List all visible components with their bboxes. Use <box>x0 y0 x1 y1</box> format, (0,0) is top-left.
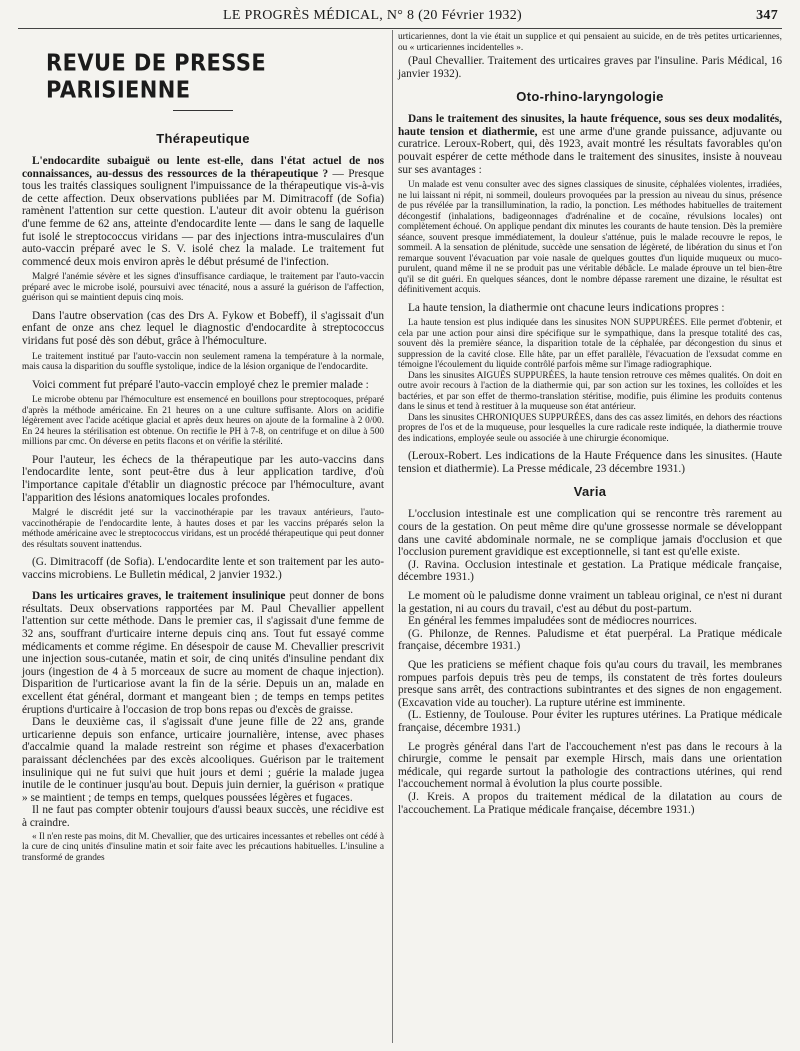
article-body: peut donner de bons résultats. Deux observations rapportées par M. Paul Chevallier appellent l'attention sur cette méthode. Dans le premier cas, il s'agissait d'une femme de 32 ans, souffrant d'urticaire interne depuis cinq ans. Tout fut essayé comme médicaments et comme régime. En désespoir de cause M. Chevallier prescrivit une injection sous-cutanée, matin et soir, de cinq unités d'insuline pendant dix jours (ingestion de 4 à 5 morceaux de sucre au moment de chaque injection). Disparition de l'urticariose avant la fin de la série. Depuis un an, malade en excellent état général, dormant et mangeant bien ; de temps en temps petites éruptions d'urticaire à l'occasion de trop bons repas ou d'excès de graisse. <box>22 590 384 716</box>
paragraph: Dans les sinusites AIGUËS SUPPURÉES, la haute tension retrouve ces mêmes qualités. On doit en outre avoir recours à l'action de la diathermie qui, par son action sur les toxines, les colloïdes et les bactéries, et par son effet de thermo-translation stéritise, modifie, puis élimine les produits contenus dans le sinus et tend à restituer à la muqueuse son état antérieur. <box>398 370 782 413</box>
paragraph: Il ne faut pas compter obtenir toujours d'aussi beaux succès, une récidive est à craindre. <box>22 804 384 829</box>
citation: (J. Ravina. Occlusion intestinale et gestation. La Pratique médicale française, décembre 1931.) <box>398 558 782 584</box>
article-lead: L'endocardite subaiguë ou lente est-elle, dans l'état actuel de nos connaissances, au-dessus des ressources de la thérapeutique ? <box>22 155 384 180</box>
article-sinusites <box>398 113 782 176</box>
paragraph: Pour l'auteur, les échecs de la thérapeutique par les auto-vaccins dans l'endocardite lente, sont peut-être dus à leur application tardive, d'où l'importance capitale d'établir un diagnostic précoce par l'hémoculture, avant l'apparition des lésions anatomiques locales profondes. <box>22 453 384 504</box>
section-heading-orl: Oto-rhino-laryngologie <box>516 89 664 105</box>
paragraph: Un malade est venu consulter avec des signes classiques de sinusite, céphalées violentes, irradiées, ne lui laissant ni répit, ni sommeil, douleurs provoquées par la pression au niveau du sinus, présence de pus révélée par la transillumination, la radio, la ponction. Les méthodes habituelles de traitement décongestif (inhalations, badigeonnages d'adrénaline et de cocaïne, révulsions locales) ont complètement échoué. On applique pendant dix minutes les courants de haute tension. Dès la première séance, souvent presque immédiatement, la douleur s'atténue, puis le malade recouvre le repos, le sommeil. A la sensation de plénitude, succède une sensation de légèreté, de libération du sinus et l'on remarque souvent l'évacuation par voie nasale de quelques gouttes d'un liquide muqueux ou muco-purulent, quand même il ne se produit pas une véritable débâcle. Le malade éprouve un tel bien-être qu'il se dit guéri. En quelques séances, dont le nombre dépasse rarement une dizaine, le résultat est définitivement acquis. <box>398 180 782 296</box>
paragraph: Voici comment fut préparé l'auto-vaccin employé chez le premier malade : <box>32 378 369 391</box>
paragraph: Le traitement institué par l'auto-vaccin non seulement ramena la température à la normale, mais causa la disparition du souffle systolique, indice de la lésion organique de l'endocardite. <box>22 351 384 373</box>
paragraph: Le progrès général dans l'art de l'accouchement n'est pas dans le recours à la chirurgie, comme le pensait par exemple Hirsch, mais dans une orientation médicale, qui regarde surtout la pathologie des contractions utérines, qui rend l'accouchement normal à évolution la plus courte possible. <box>398 740 782 791</box>
section-heading-varia: Varia <box>573 484 607 500</box>
left-column <box>22 32 384 863</box>
paragraph: L'occlusion intestinale est une complication qui se rencontre très rarement au cours de la gestation. On peut même dire qu'une grossesse normale se développant dans une cavité abdominale normale, ne se complique jamais d'occlusion et que l'occlusion purement gravidique est exceptionnelle, si tant est qu'elle existe. <box>398 508 782 559</box>
paragraph: La haute tension, la diathermie ont chacune leurs indications propres : <box>408 301 725 314</box>
running-header <box>18 6 782 26</box>
paragraph: Le microbe obtenu par l'hémoculture est ensemencé en bouillons pour streptocoques, préparé d'après la méthode américaine. En 21 heures on a une culture suffisante. Alors on acidifie légèrement avec l'acide acétique glacial et après deux heures on ajoute de la formaline à 2 0/00. En 24 heures la stérilisation est obtenue. On rectifie le PH à 7-8, on centrifuge et on dilue à 500 millions par cmc. On déverse en petits flacons et on vérifie la stérilité. <box>22 395 384 448</box>
paragraph: Dans le deuxième cas, il s'agissait d'une jeune fille de 22 ans, grande urticarienne depuis son enfance, urticaire journalière, intense, avec phases d'accalmie quand la malade restreint son régime et phases d'exacerbation paraissant déclenchées par des excès alcooliques. Guérison par le traitement insulinique qui ne fut suivi que huit jours et demi ; guérie la malade jugea inutile de le continuer jusqu'au bout. Depuis juin dernier, la guérison « pratique » se maintient ; de temps en temps, quelques poussées légères et fugaces. <box>22 716 384 804</box>
right-column <box>398 32 782 816</box>
paragraph: Malgré l'anémie sévère et les signes d'insuffisance cardiaque, le traitement par l'auto-vaccin préparé avec le microbe isolé, poursuivi avec ténacité, nous a assuré la guérison de l'affection, guérison qui se maintient depuis cinq mois. <box>22 272 384 304</box>
paragraph: Dans les sinusites CHRONIQUES SUPPURÉES, dans des cas assez limités, en dehors des réactions propres de l'os et de la muqueuse, pour lesquelles la cure radicale reste indiquée, la diathermie trouve des indications, employée seule ou associée à une chirurgie économique. <box>398 412 782 444</box>
article-body: — Presque tous les traités classiques soulignent l'impuissance de la thérapeutique vis-à-vis de cette affection. Deux observations publiées par M. Dimitracoff (de Sofia) ramènent l'attention sur cette question. L'auteur dit avoir obtenu la guérison d'une femme de 62 ans, atteinte d'endocardite lente — dans le sang de laquelle fut isolé le streptococcus viridans — par des injections intra-musculaires d'un auto-vaccin préparé avec le S. V. isolé chez la malade. Le traitement fut commencé deux mois environ après le début présumé de l'infection. <box>22 167 384 268</box>
article-lead: Dans le traitement des sinusites, la haute fréquence, sous ses deux modalités, haute tension et diathermie, <box>398 113 782 138</box>
section-banner: REVUE DE PRESSE PARISIENNE <box>46 49 267 103</box>
paragraph: Que les praticiens se méfient chaque fois qu'au cours du travail, les membranes rompues parfois depuis très peu de temps, ils constatent de très fortes douleurs presque sans arrêt, des contractions subintrantes et des signes de non engagement. (Excavation vide au toucher). La rupture utérine est imminente. <box>398 658 782 709</box>
citation: (Leroux-Robert. Les indications de la Haute Fréquence dans les sinusites. (Haute tension et diathermie). La Presse médicale, 23 décembre 1931.) <box>398 450 782 475</box>
section-heading-therapeutique: Thérapeutique <box>156 131 250 146</box>
paragraph: La haute tension est plus indiquée dans les sinusites NON SUPPURÉES. Elle permet d'obtenir, et cela par une action pour ainsi dire spécifique sur le sympathique, dans la presque totalité des cas, souvent dès la première séance, la disparition totale de la céphalée, par décongestion du sinus et suppression de la cavité close. Elle hâte, par un effet parallèle, l'évacuation de l'exsudat comme en témoigne l'écoulement du liquide contrôlé parfois même sur l'image radiographique. <box>398 318 782 371</box>
article-body: est une arme d'une grande puissance, adjuvante ou curatrice. Leroux-Robert, qui, dès 1923, avait montré les résultats favorables qu'on pouvait espérer de cette méthode dans le traitement des sinusites, insiste à nouveau sur ses avantages : <box>398 125 783 176</box>
journal-title: LE PROGRÈS MÉDICAL, N° 8 (20 Février 1932) <box>223 8 522 23</box>
paragraph: Malgré le discrédit jeté sur la vaccinothérapie par les travaux antérieurs, l'auto-vaccinothérapie de l'endocardite lente, à hautes doses et par les vaccins préparés selon la méthode américaine avec le streptococcus viridans, est un procédé thérapeutique qui peut donner des résultats souvent inattendus. <box>22 508 384 550</box>
paragraph: Dans l'autre observation (cas des Drs A. Fykow et Bobeff), il s'agissait d'un enfant de onze ans chez lequel le diagnostic d'endocardite à streptococcus viridans fut posé dès son début, grâce à l'hémoculture. <box>22 309 384 348</box>
header-rule <box>18 28 782 29</box>
paragraph: Le moment où le paludisme donne vraiment un tableau original, ce n'est ni durant la gestation, ni au cours du travail, c'est au début du post-partum. <box>398 590 782 615</box>
quotation: « Il n'en reste pas moins, dit M. Chevallier, que des urticaires incessantes et rebelles ont cédé à la cure de cinq unités d'insuline matin et soir faite avec les précautions habituelles. L'insuline a transformé de grandes <box>22 831 384 863</box>
article-endocardite <box>22 155 384 268</box>
citation: (G. Philonze, de Rennes. Paludisme et état puerpéral. La Pratique médicale française, décembre 1931.) <box>398 627 782 653</box>
page-number: 347 <box>756 8 778 23</box>
citation: (G. Dimitracoff (de Sofia). L'endocardite lente et son traitement par les auto-vaccins microbiens. Le Bulletin médical, 2 janvier 1932.) <box>22 556 384 581</box>
article-lead: Dans les urticaires graves, le traitement insulinique <box>32 590 286 603</box>
paragraph: En général les femmes impaludées sont de médiocres nourrices. <box>408 615 697 628</box>
column-divider <box>392 30 393 1043</box>
citation: (Paul Chevallier. Traitement des urticaires graves par l'insuline. Paris Médical, 16 janvier 1932). <box>398 55 782 80</box>
article-urticaires <box>22 590 384 716</box>
citation: (J. Kreis. A propos du traitement médical de la dilatation au cours de l'accouchement. La Pratique médicale française, décembre 1931.) <box>398 790 782 816</box>
quotation-continued: urticariennes, dont la vie était un supplice et qui pensaient au suicide, en de très petites urticariennes, ou « urticariennes incidentelles ». <box>398 32 782 53</box>
citation: (L. Estienny, de Toulouse. Pour éviter les ruptures utérines. La Pratique médicale française, décembre 1931.) <box>398 709 782 734</box>
